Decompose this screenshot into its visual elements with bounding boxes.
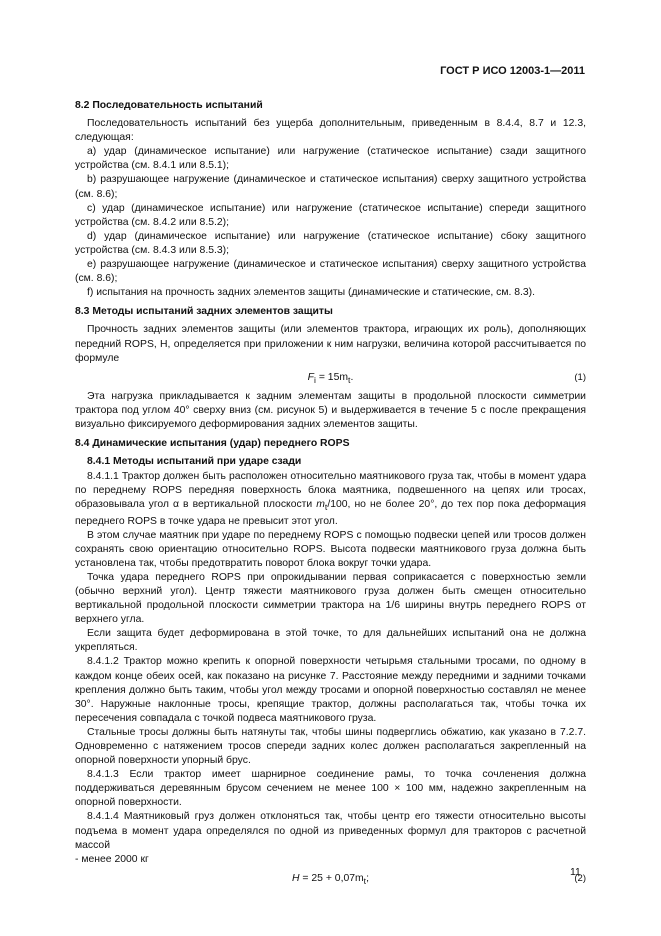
s82-item-a: а) удар (динамическое испытание) или нагружение (статическое испытание) сзади защитного устройства (см. 8.4.1 или 8.5.1); xyxy=(75,146,586,172)
page-number: 11 xyxy=(570,867,581,878)
section-8-4-1-heading: 8.4.1 Методы испытаний при ударе сзади xyxy=(87,456,302,468)
s82-item-f: f) испытания на прочность задних элементов защиты (динамические и статические, см. 8.3). xyxy=(87,287,536,299)
s841-p1-part-a: 8.4.1.1 Трактор должен быть расположен относительно маятникового груза так, чтобы в момент удара по переднему ROPS передняя поверхность блока маятника, подвешенного на цепях или тросах, образовывала угол α в вертикальной плоскости xyxy=(75,471,586,511)
section-8-2-heading: 8.2 Последовательность испытаний xyxy=(75,100,263,111)
section-8-3-heading: 8.3 Методы испытаний задних элементов защиты xyxy=(75,306,333,318)
s841-list-item: - менее 2000 кг xyxy=(75,853,149,865)
formula-2 xyxy=(75,867,586,891)
section-8-4-heading: 8.4 Динамические испытания (удар) переднего ROPS xyxy=(75,437,350,449)
s841-paragraph-8: 8.4.1.4 Маятниковый груз должен отклоняться так, чтобы центр его тяжести относительно высоты подъема в момент удара определялся по одной из приведенных формул для тракторов с расчетной массой xyxy=(75,811,586,851)
s841-paragraph-7: 8.4.1.3 Если трактор имеет шарнирное соединение рамы, то точка сочленения должна поддерживаться деревянным брусом сечением не менее 100 × 100 мм, надежно закрепленным на опорной поверхности. xyxy=(75,769,586,809)
document-body xyxy=(75,94,586,891)
s841-paragraph-2: В этом случае маятник при ударе по переднему ROPS с помощью подвески цепей или тросов должен сохранять свою ориентацию относительно ROPS. Высота подвески маятникового груза должна быть установлена так, чтобы предотвратить поворот блока вокруг точки удара. xyxy=(75,529,586,569)
s83-paragraph-2: Эта нагрузка прикладывается к задним элементам защиты в продольной плоскости симметрии трактора под углом 40° сверху вниз (см. рисунок 5) и выдерживается в течение 5 с после прекращения визуально фиксируемого деформирования задних элементов защиты. xyxy=(75,390,586,430)
s82-item-e: e) разрушающее нагружение (динамическое и статическое испытания) сверху защитного устройства (см. 8.6); xyxy=(75,259,586,285)
s841-paragraph-3: Точка удара переднего ROPS при опрокидывании первая соприкасается с поверхностью земли (обычно верхний угол). Центр тяжести маятникового груза должен быть смещен относительно вертикальной продольной плоскости симметрии трактора на 1/6 ширины внутрь переднего ROPS от верхнего угла. xyxy=(75,571,586,626)
formula-1-sub2: t xyxy=(348,374,351,385)
s841-paragraph-6: Стальные тросы должны быть натянуты так, чтобы шины подверглись обжатию, как указано в 7.2.7. Одновременно с натяжением тросов спереди задних колес должен располагаться закрепленный на опорной поверхности упорный брус. xyxy=(75,726,586,767)
formula-2-end: ; xyxy=(366,872,369,884)
s82-intro: Последовательность испытаний без ущерба дополнительным, приведенным в 8.4.4, 8.7 и 12.3, следующая: xyxy=(75,118,586,144)
s841-paragraph-4: Если защита будет деформирована в этой точке, то для дальнейших испытаний она не должна укрепляться. xyxy=(75,628,586,654)
formula-1 xyxy=(75,366,586,390)
formula-1-sub: i xyxy=(314,374,316,385)
s82-item-c: с) удар (динамическое испытание) или нагружение (статическое испытание) спереди защитного устройства (см. 8.4.2 или 8.5.2); xyxy=(75,202,586,228)
s841-paragraph-1 xyxy=(75,470,586,528)
document-id: ГОСТ Р ИСО 12003-1—2011 xyxy=(440,65,585,77)
s82-item-d: d) удар (динамическое испытание) или нагружение (статическое испытание) сбоку защитного устройства (см. 8.4.3 или 8.5.3); xyxy=(75,230,586,256)
formula-2-number: (2) xyxy=(574,872,586,884)
s841-p1-sub: t xyxy=(324,502,328,513)
s82-item-b: b) разрушающее нагружение (динамическое и статическое испытания) сверху защитного устройства (см. 8.6); xyxy=(75,174,586,200)
formula-1-number: (1) xyxy=(574,371,586,383)
formula-2-sub: t xyxy=(363,875,367,886)
formula-1-end: . xyxy=(350,371,354,383)
s841-paragraph-5: 8.4.1.2 Трактор можно крепить к опорной поверхности четырьмя стальными тросами, по одному в каждом конце обеих осей, как показано на рисунке 7. Расстояние между передними и задними точками крепления должно быть таким, чтобы угол между тросами и опорной поверхностью составлял не менее 30°. Наружные наклонные тросы, крепящие трактор, должны располагаться так, чтобы точка их пересечения совпадала с точкой подвеса маятникового груза. xyxy=(75,656,586,724)
formula-1-body: = 15m xyxy=(315,371,349,383)
s83-paragraph-1: Прочность задних элементов защиты (или элементов трактора, играющих их роль), дополняющих передний ROPS, Н, определяется при приложении к ним нагрузки, величина которой рассчитывается по формуле xyxy=(75,324,586,364)
s841-p1-part-b: /100, но не более 20°, до тех пор пока деформация переднего ROPS в точке удара не превысит этот угол. xyxy=(75,499,586,527)
s841-p1-var: m xyxy=(316,499,325,511)
formula-2-var: H xyxy=(292,872,300,884)
formula-1-var: F xyxy=(307,371,315,383)
formula-2-body: = 25 + 0,07m xyxy=(299,872,364,884)
